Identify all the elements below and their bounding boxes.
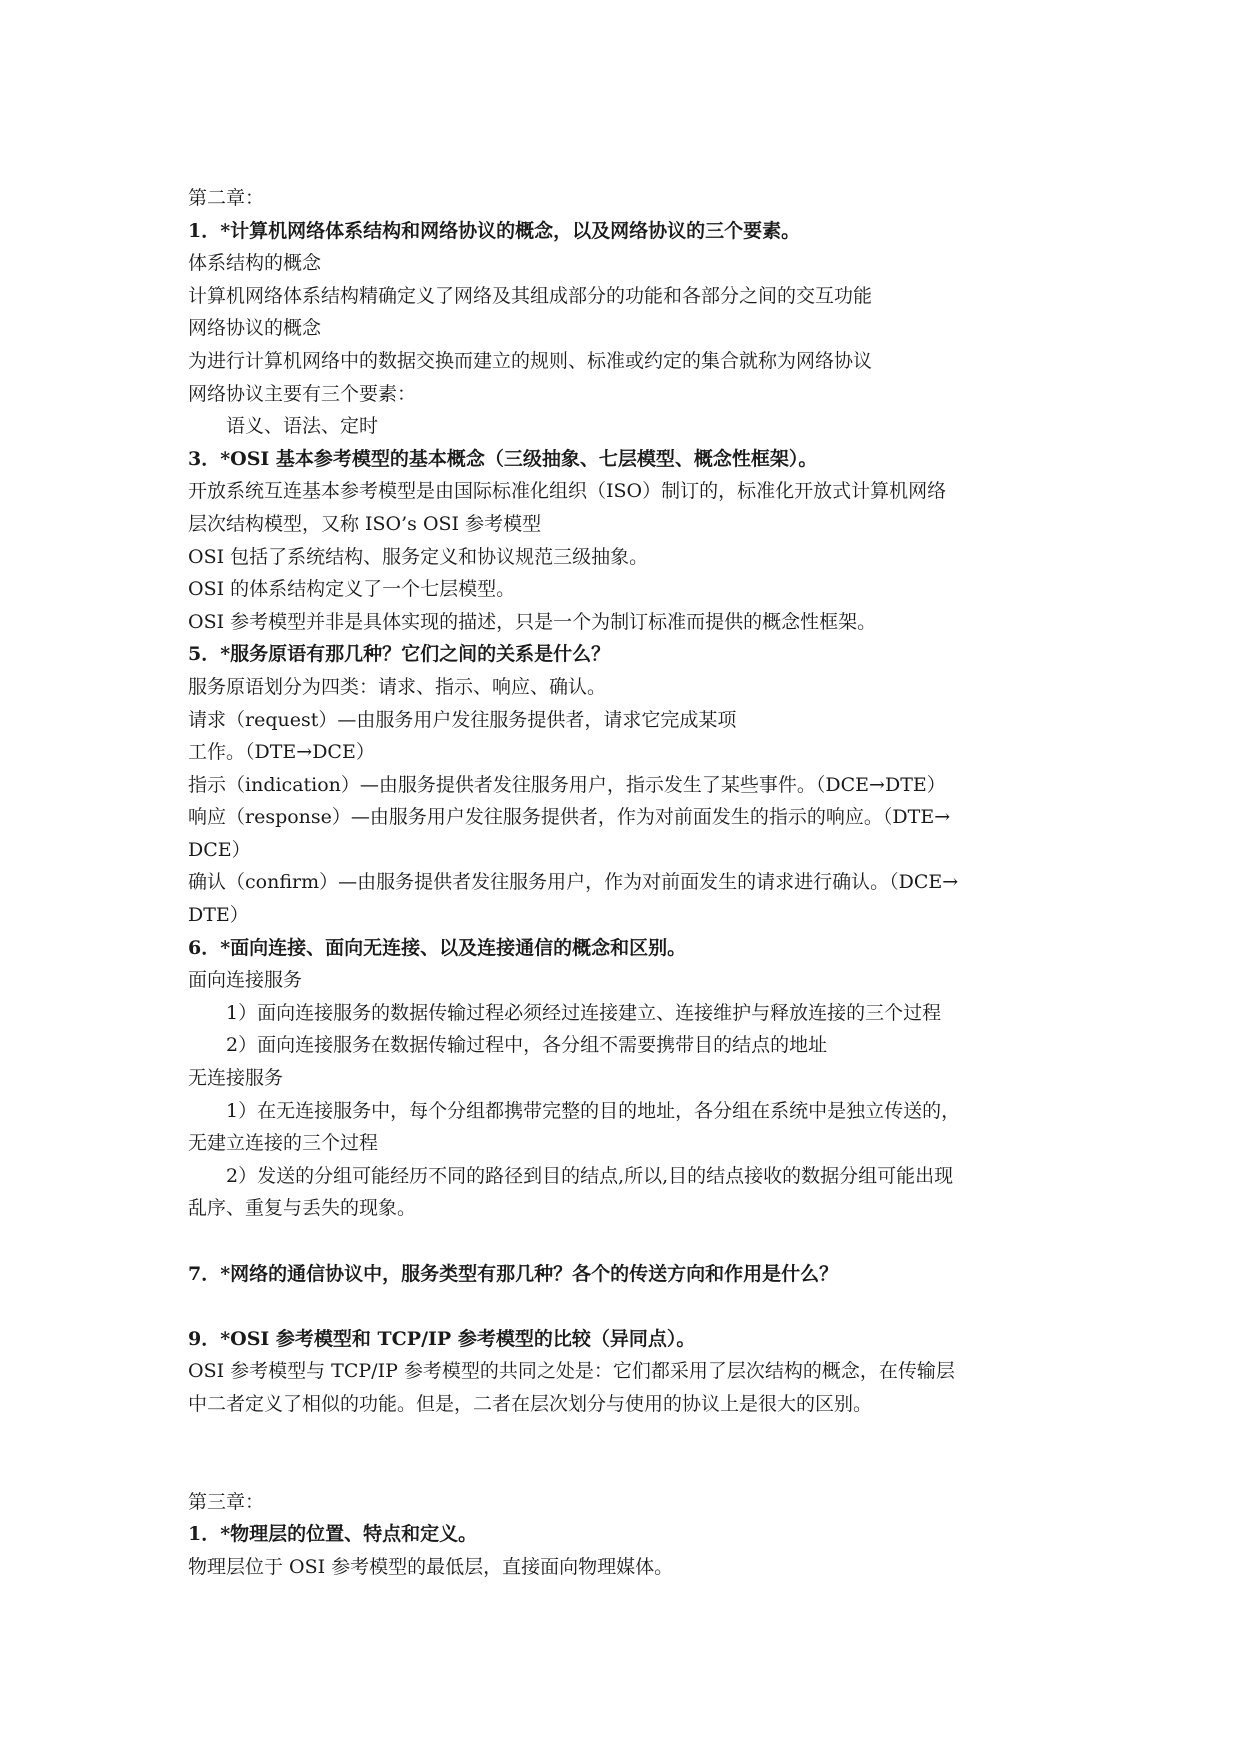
- chapter-3-question-1-line-1: 物理层位于 OSI 参考模型的最低层，直接面向物理媒体。: [188, 1555, 674, 1578]
- connection-oriented-label: 面向连接服务: [188, 969, 303, 992]
- question-3-heading: 3．*OSI 基本参考模型的基本概念（三级抽象、七层模型、概念性框架）。: [188, 447, 818, 470]
- question-3-line-5: OSI 参考模型并非是具体实现的描述，只是一个为制订标准而提供的概念性框架。: [188, 610, 877, 633]
- connection-oriented-point-1: 1）面向连接服务的数据传输过程必须经过连接建立、连接维护与释放连接的三个过程: [226, 1001, 942, 1024]
- question-5-line-1: 服务原语划分为四类：请求、指示、响应、确认。: [188, 675, 607, 698]
- connection-oriented-point-2: 2）面向连接服务在数据传输过程中，各分组不需要携带目的结点的地址: [226, 1034, 828, 1057]
- architecture-definition: 计算机网络体系结构精确定义了网络及其组成部分的功能和各部分之间的交互功能: [188, 284, 873, 307]
- spacer: [188, 1421, 1068, 1486]
- question-5-line-8: DTE）: [188, 904, 249, 927]
- connectionless-point-1a: 1）在无连接服务中，每个分组都携带完整的目的地址，各分组在系统中是独立传送的，: [226, 1099, 961, 1122]
- connectionless-point-1b: 无建立连接的三个过程: [188, 1132, 379, 1155]
- chapter-2-title: 第二章：: [188, 187, 265, 209]
- question-5-line-5: 响应（response）—由服务用户发往服务提供者，作为对前面发生的指示的响应。（DTE→: [188, 806, 951, 829]
- question-5-heading: 5．*服务原语有那几种？它们之间的关系是什么？: [188, 643, 611, 666]
- chapter-3-question-1-heading: 1．*物理层的位置、特点和定义。: [188, 1523, 478, 1546]
- question-3-line-1: 开放系统互连基本参考模型是由国际标准化组织（ISO）制订的，标准化开放式计算机网络: [188, 480, 947, 503]
- question-5-line-4: 指示（indication）—由服务提供者发往服务用户，指示发生了某些事件。（DCE→DTE）: [188, 773, 946, 796]
- protocol-definition: 为进行计算机网络中的数据交换而建立的规则、标准或约定的集合就称为网络协议: [188, 349, 873, 372]
- question-3-line-4: OSI 的体系结构定义了一个七层模型。: [188, 578, 516, 601]
- connectionless-point-2a: 2）发送的分组可能经历不同的路径到目的结点,所以,目的结点接收的数据分组可能出现: [226, 1164, 954, 1187]
- question-3-line-3: OSI 包括了系统结构、服务定义和协议规范三级抽象。: [188, 545, 649, 568]
- protocol-label: 网络协议的概念: [188, 317, 322, 340]
- question-9-line-1: OSI 参考模型与 TCP/IP 参考模型的共同之处是：它们都采用了层次结构的概念，在传输层: [188, 1360, 955, 1383]
- question-1-heading: 1．*计算机网络体系结构和网络协议的概念，以及网络协议的三个要素。: [188, 219, 801, 242]
- question-9-heading: 9．*OSI 参考模型和 TCP/IP 参考模型的比较（异同点）。: [188, 1327, 696, 1350]
- protocol-elements-label: 网络协议主要有三个要素：: [188, 382, 417, 405]
- question-9-line-2: 中二者定义了相似的功能。但是，二者在层次划分与使用的协议上是很大的区别。: [188, 1392, 873, 1415]
- question-3-line-2: 层次结构模型，又称 ISO’s OSI 参考模型: [188, 512, 542, 535]
- spacer: [188, 1290, 1068, 1323]
- connectionless-point-2b: 乱序、重复与丢失的现象。: [188, 1197, 417, 1220]
- connectionless-label: 无连接服务: [188, 1067, 284, 1090]
- question-5-line-7: 确认（confirm）—由服务提供者发往服务用户，作为对前面发生的请求进行确认。（DCE→: [188, 871, 959, 894]
- document-page: [188, 182, 1068, 1583]
- chapter-3-title: 第三章：: [188, 1490, 265, 1513]
- question-5-line-6: DCE）: [188, 838, 251, 861]
- spacer: [188, 1225, 1068, 1258]
- question-5-line-3: 工作。（DTE→DCE）: [188, 741, 375, 764]
- architecture-label: 体系结构的概念: [188, 252, 322, 275]
- question-5-line-2: 请求（request）—由服务用户发往服务提供者，请求它完成某项: [188, 708, 737, 731]
- question-7-heading: 7．*网络的通信协议中，服务类型有那几种？各个的传送方向和作用是什么？: [188, 1262, 839, 1285]
- protocol-elements-list: 语义、语法、定时: [226, 415, 379, 438]
- question-6-heading: 6．*面向连接、面向无连接、以及连接通信的概念和区别。: [188, 936, 687, 959]
